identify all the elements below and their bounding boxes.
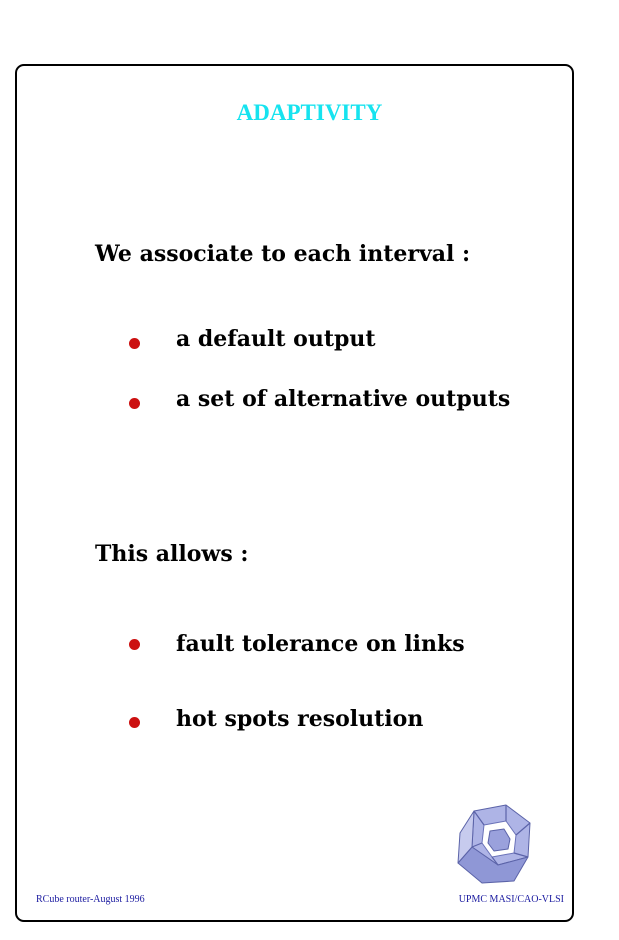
hypercube-logo-icon (454, 803, 536, 885)
section2-heading: This allows : (95, 541, 249, 567)
section2-item: fault tolerance on links (176, 631, 465, 657)
section1-item: a default output (176, 326, 376, 352)
slide-title: ADAPTIVITY (236, 100, 383, 125)
bullet-dot-icon (129, 717, 140, 728)
footer-left-text: RCube router-August 1996 (36, 894, 145, 905)
slide-frame (15, 64, 574, 922)
footer-right-text: UPMC MASI/CAO-VLSI (458, 894, 564, 905)
section2-item: hot spots resolution (176, 706, 424, 732)
section1-item: a set of alternative outputs (176, 386, 511, 412)
bullet-dot-icon (129, 338, 140, 349)
section1-heading: We associate to each interval : (95, 241, 471, 267)
bullet-dot-icon (129, 639, 140, 650)
bullet-dot-icon (129, 398, 140, 409)
